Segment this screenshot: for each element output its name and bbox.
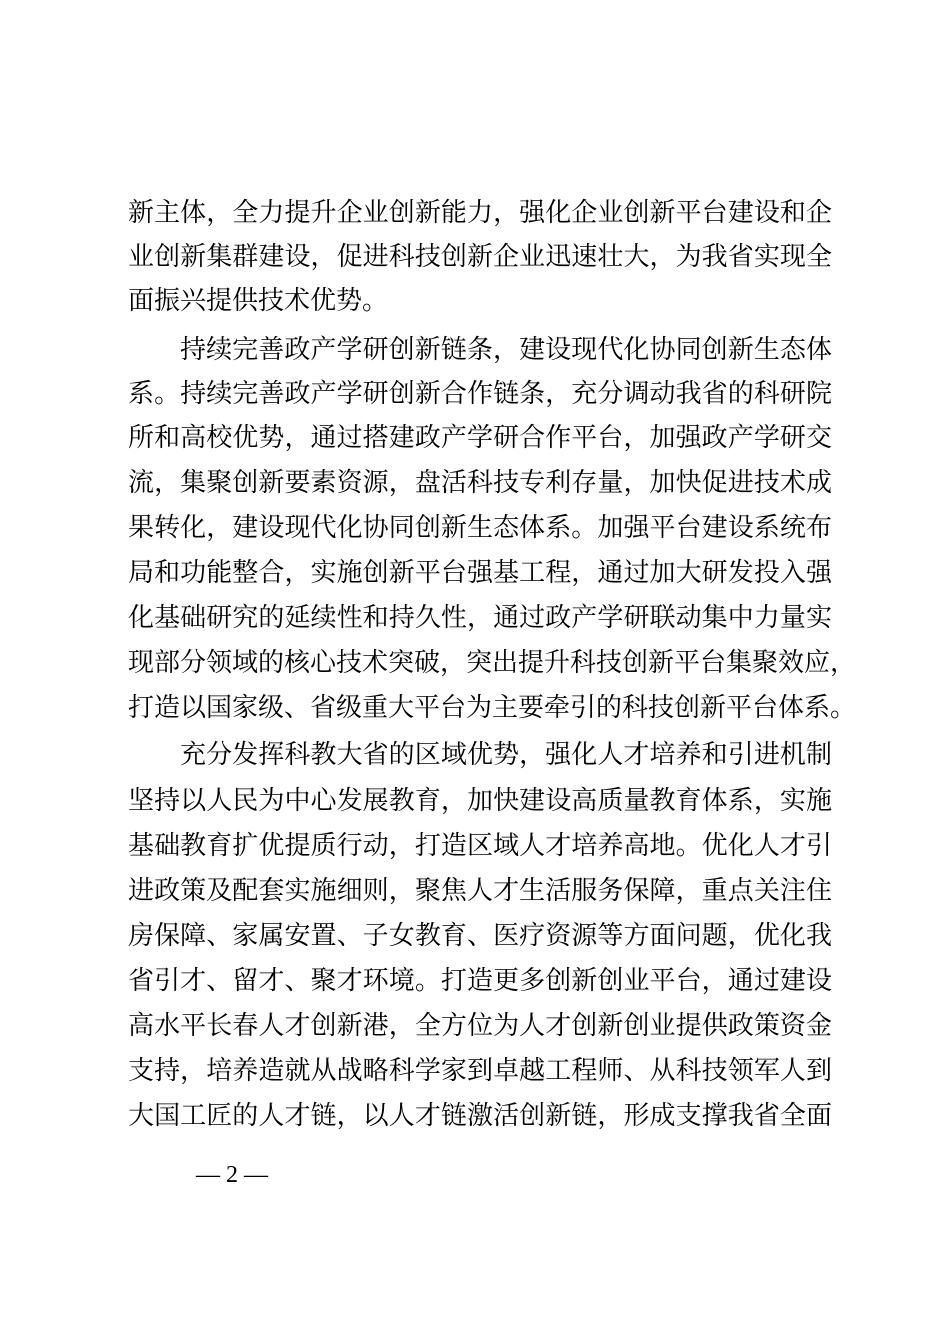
paragraph-start-line: 充分发挥科教大省的区域优势，强化人才培养和引进机制	[180, 740, 832, 770]
text-line: 流，集聚创新要素资源，盘活科技专利存量，加快促进技术成	[128, 468, 832, 498]
text-line: 面振兴提供技术优势。	[128, 286, 389, 316]
text-line: 省引才、留才、聚才环境。打造更多创新创业平台，通过建设	[128, 966, 832, 996]
text-line: 业创新集群建设，促进科技创新企业迅速壮大，为我省实现全	[128, 242, 832, 272]
text-line: 打造以国家级、省级重大平台为主要牵引的科技创新平台体系。	[128, 693, 857, 723]
text-line: 房保障、家属安置、子女教育、医疗资源等方面问题，优化我	[128, 921, 832, 951]
text-line: 支持，培养造就从战略科学家到卓越工程师、从科技领军人到	[128, 1056, 832, 1086]
text-line: 所和高校优势，通过搭建政产学研合作平台，加强政产学研交	[128, 423, 832, 453]
text-line: 进政策及配套实施细则，聚焦人才生活服务保障，重点关注住	[128, 876, 832, 906]
text-line: 新主体，全力提升企业创新能力，强化企业创新平台建设和企	[128, 198, 832, 228]
page-number: — 2 —	[196, 1162, 268, 1188]
text-line: 大国工匠的人才链，以人才链激活创新链，形成支撑我省全面	[128, 1101, 832, 1131]
text-line: 坚持以人民为中心发展教育，加快建设高质量教育体系，实施	[128, 786, 832, 816]
text-line: 高水平长春人才创新港，全方位为人才创新创业提供政策资金	[128, 1011, 832, 1041]
text-line: 现部分领域的核心技术突破，突出提升科技创新平台集聚效应，	[128, 648, 857, 678]
text-line: 果转化，建设现代化协同创新生态体系。加强平台建设系统布	[128, 513, 832, 543]
text-line: 系。持续完善政产学研创新合作链条，充分调动我省的科研院	[128, 379, 832, 409]
text-line: 基础教育扩优提质行动，打造区域人才培养高地。优化人才引	[128, 831, 832, 861]
paragraph-start-line: 持续完善政产学研创新链条，建设现代化协同创新生态体	[180, 335, 832, 365]
text-line: 局和功能整合，实施创新平台强基工程，通过加大研发投入强	[128, 558, 832, 588]
text-line: 化基础研究的延续性和持久性，通过政产学研联动集中力量实	[128, 603, 832, 633]
